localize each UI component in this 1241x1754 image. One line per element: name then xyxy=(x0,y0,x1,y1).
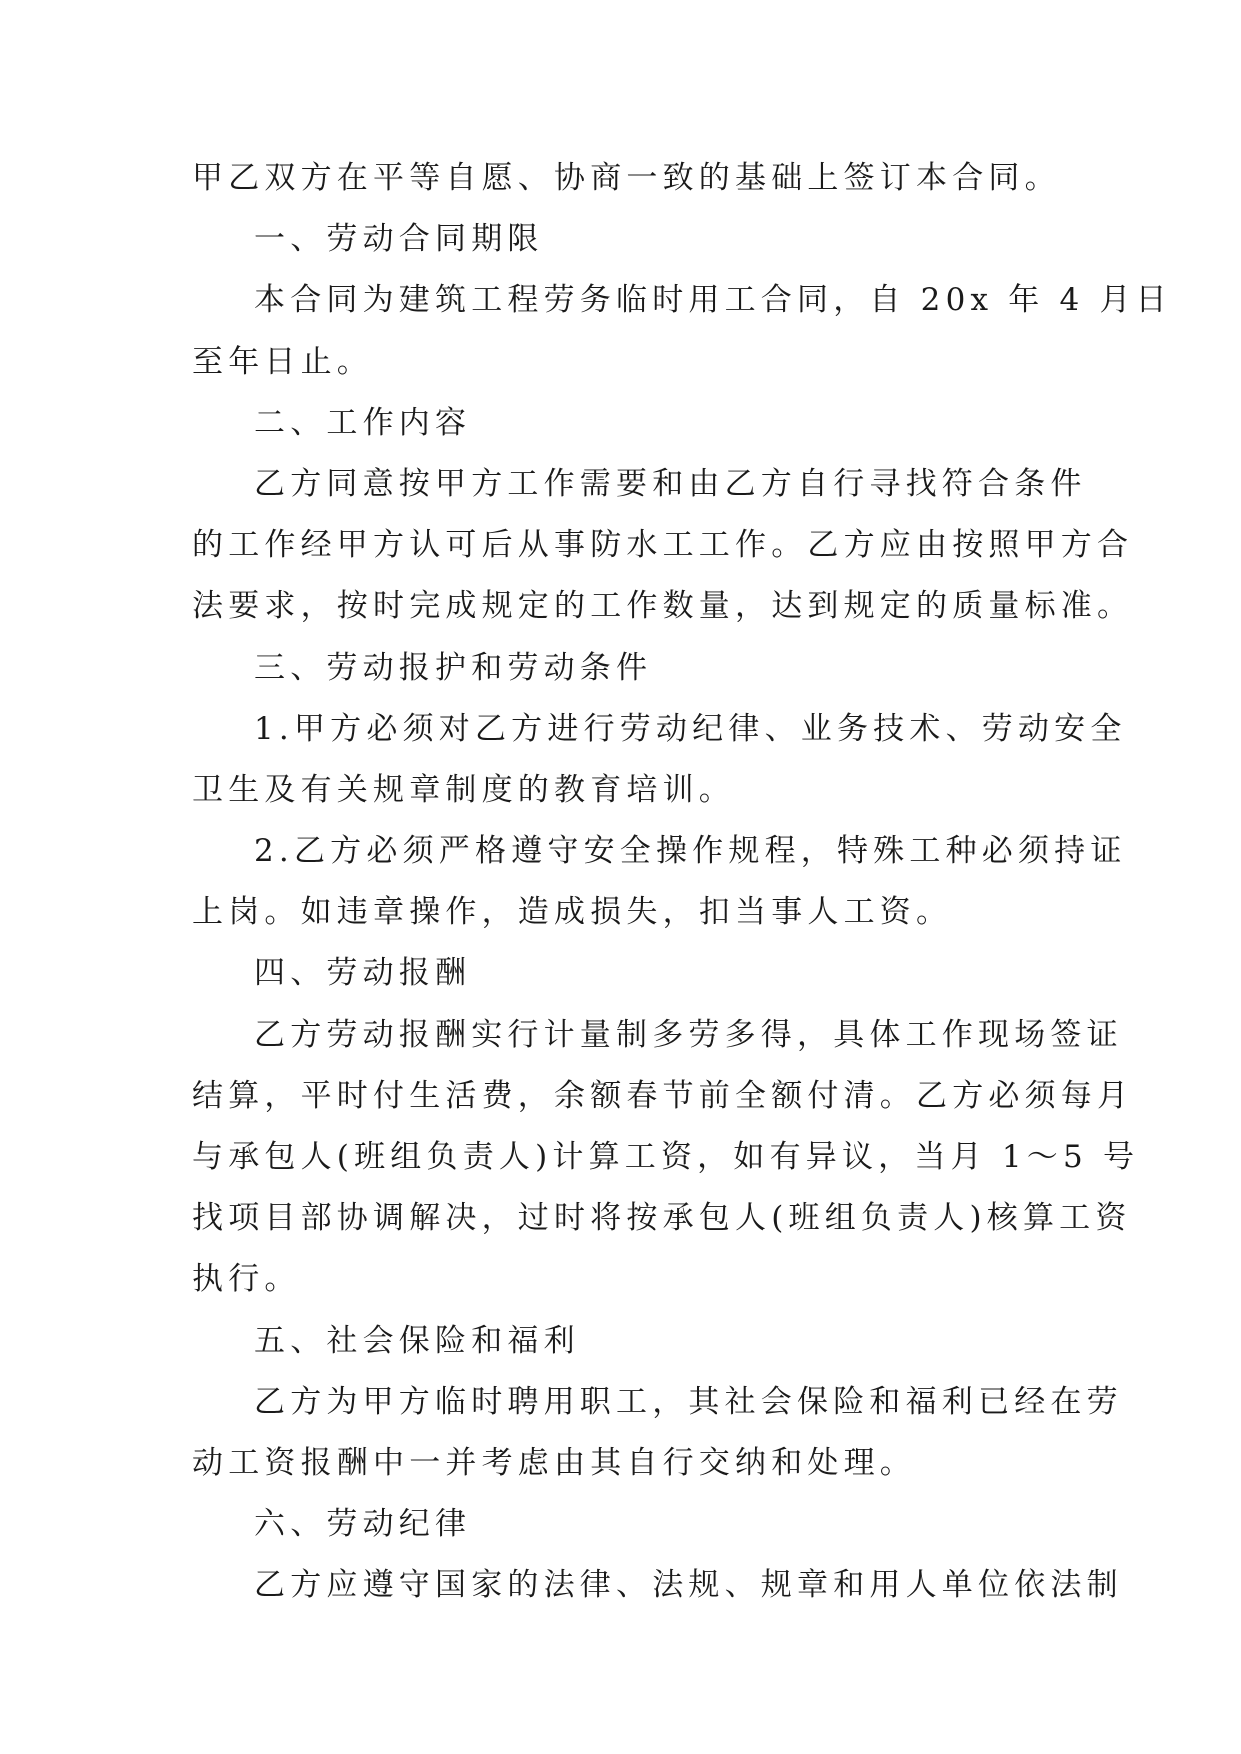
paragraph-line: 乙方同意按甲方工作需要和由乙方自行寻找符合条件 xyxy=(254,465,1087,502)
paragraph-line: 动工资报酬中一并考虑由其自行交纳和处理。 xyxy=(192,1444,916,1481)
paragraph-line: 的工作经甲方认可后从事防水工工作。乙方应由按照甲方合 xyxy=(192,527,1134,564)
paragraph-line: 找项目部协调解决，过时将按承包人(班组负责人)核算工资 xyxy=(192,1200,1132,1237)
paragraph-line: 1.甲方必须对乙方进行劳动纪律、业务技术、劳动安全 xyxy=(254,710,1127,747)
paragraph-line: 执行。 xyxy=(192,1261,301,1298)
section-heading-remuneration: 四、劳动报酬 xyxy=(254,955,472,992)
paragraph-line: 2.乙方必须严格遵守安全操作规程，特殊工种必须持证 xyxy=(254,833,1127,870)
contract-text xyxy=(192,148,1172,1617)
paragraph-line: 与承包人(班组负责人)计算工资，如有异议，当月 1～5 号 xyxy=(192,1139,1140,1175)
paragraph-line: 乙方为甲方临时聘用职工，其社会保险和福利已经在劳 xyxy=(254,1383,1123,1420)
paragraph-line: 本合同为建筑工程劳务临时用工合同，自 20x 年 4 月日 xyxy=(254,282,1172,319)
section-heading-labor-protection: 三、劳动报护和劳动条件 xyxy=(254,649,653,686)
section-heading-term: 一、劳动合同期限 xyxy=(254,221,544,258)
paragraph-line: 法要求，按时完成规定的工作数量，达到规定的质量标准。 xyxy=(192,588,1134,625)
section-heading-social-insurance: 五、社会保险和福利 xyxy=(254,1322,580,1359)
paragraph-line: 卫生及有关规章制度的教育培训。 xyxy=(192,771,735,808)
paragraph-line: 甲乙双方在平等自愿、协商一致的基础上签订本合同。 xyxy=(192,160,1061,196)
paragraph-line: 乙方劳动报酬实行计量制多劳多得，具体工作现场签证 xyxy=(254,1016,1123,1053)
paragraph-line: 乙方应遵守国家的法律、法规、规章和用人单位依法制 xyxy=(254,1567,1123,1604)
paragraph-line: 上岗。如违章操作，造成损失，扣当事人工资。 xyxy=(192,894,953,931)
paragraph-line: 结算，平时付生活费，余额春节前全额付清。乙方必须每月 xyxy=(192,1077,1134,1114)
section-heading-labor-discipline: 六、劳动纪律 xyxy=(254,1506,472,1543)
section-heading-work-content: 二、工作内容 xyxy=(254,404,472,441)
paragraph-line: 至年日止。 xyxy=(192,343,373,380)
